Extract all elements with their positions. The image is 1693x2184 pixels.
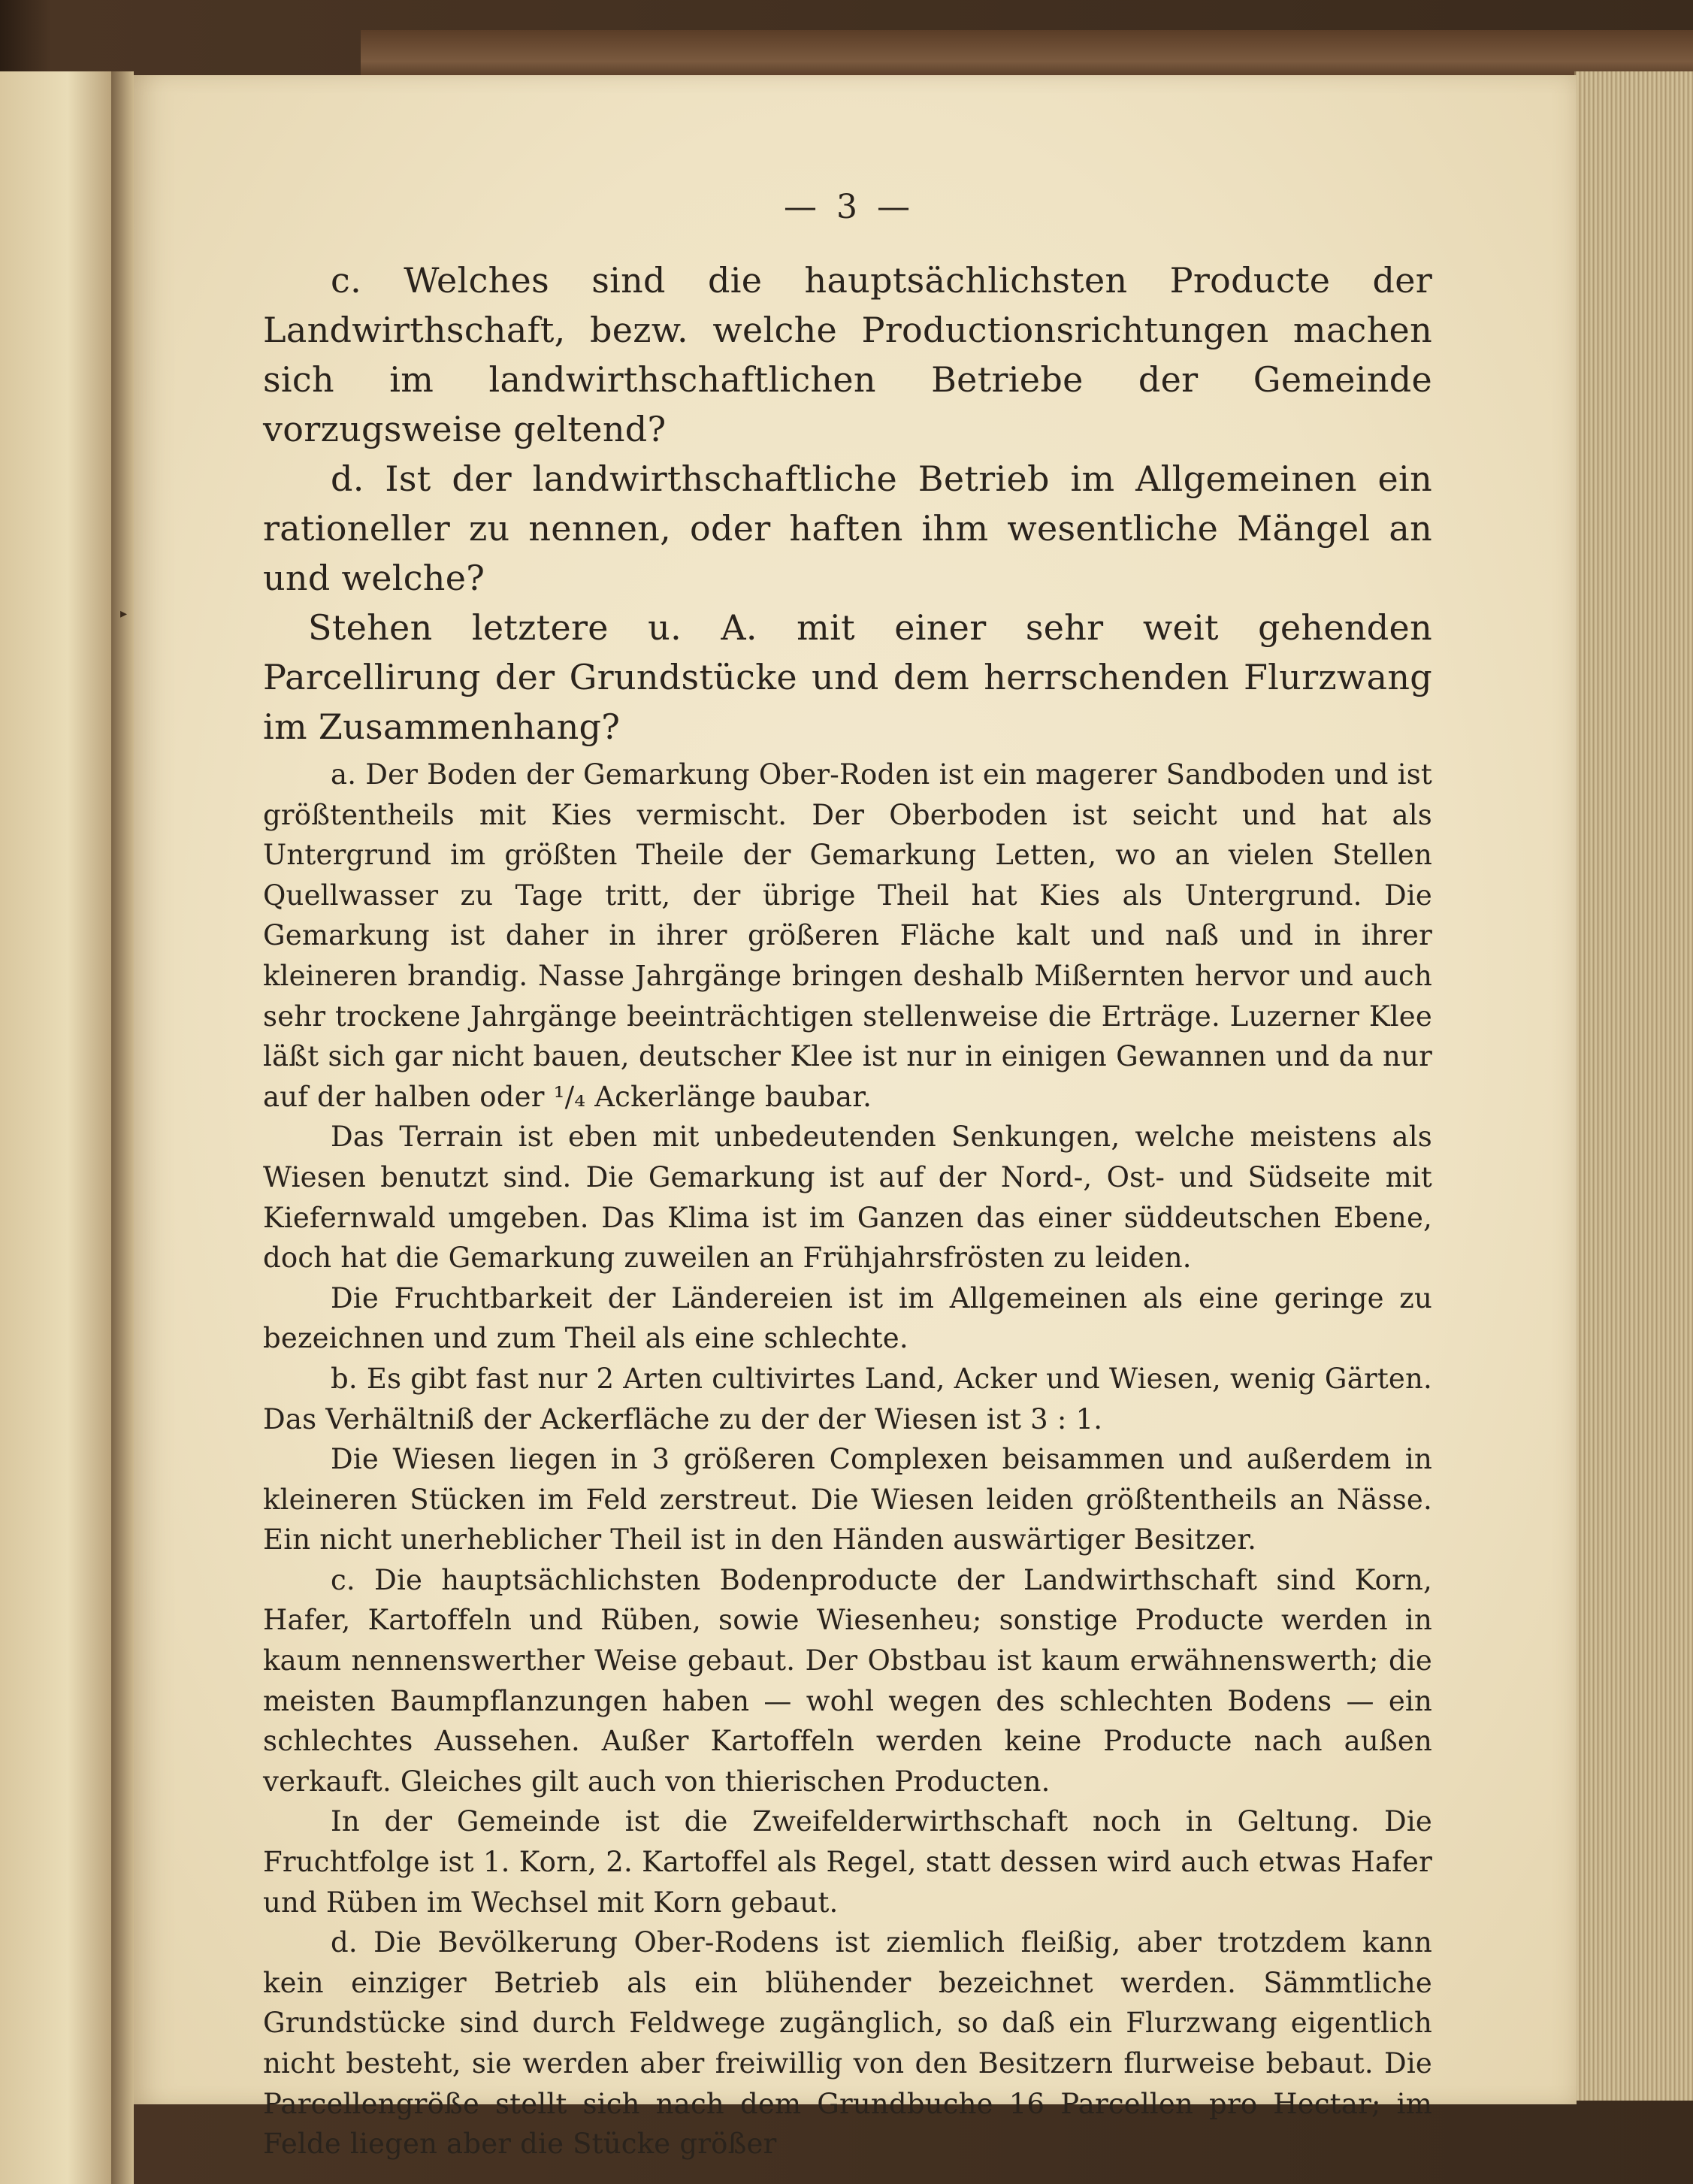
- page-gutter: [111, 71, 134, 2184]
- page-text: [263, 256, 1432, 2164]
- answer-b-land-types: b. Es gibt fast nur 2 Arten cultivirtes Land, Acker und Wiesen, wenig Gärten. Das Verhältniß der Ackerfläche zu der der Wiesen ist 3 : 1.: [263, 1362, 1432, 1435]
- page-number: — 3 —: [784, 188, 915, 226]
- left-page-edge: [0, 71, 115, 2184]
- answer-b-meadows: Die Wiesen liegen in 3 größeren Complexen beisammen und außerdem in kleineren Stücken im Feld zerstreut. Die Wiesen leiden größtentheils an Nässe. Ein nicht unerheblicher Theil ist in den Händen auswärtiger Besitzer.: [263, 1443, 1432, 1556]
- answer-a-fertility: Die Fruchtbarkeit der Ländereien ist im Allgemeinen als eine geringe zu bezeichnen und zum Theil als eine schlechte.: [263, 1281, 1432, 1355]
- answer-a-terrain: Das Terrain ist eben mit unbedeutenden Senkungen, welche meistens als Wiesen benutzt sind. Die Gemarkung ist auf der Nord-, Ost- und Südseite mit Kiefernwald umgeben. Das Klima ist im Ganzen das einer süddeutschen Ebene, doch hat die Gemarkung zuweilen an Frühjahrsfrösten zu leiden.: [263, 1121, 1432, 1275]
- page-stack-edges: [1574, 71, 1693, 2101]
- question-d-continued: Stehen letztere u. A. mit einer sehr weit gehenden Parcellirung der Grundstücke und dem herrschenden Flurzwang im Zusammenhang?: [263, 607, 1432, 747]
- question-c: c. Welches sind die hauptsächlichsten Producte der Landwirthschaft, bezw. welche Productionsrichtungen machen sich im landwirthschaftlichen Betriebe der Gemeinde vorzugsweise geltend?: [263, 260, 1432, 449]
- answer-d-population: d. Die Bevölkerung Ober-Rodens ist ziemlich fleißig, aber trotzdem kann kein einziger Betrieb als ein blühender bezeichnet werden. Sämmtliche Grundstücke sind durch Feldwege zugänglich, so daß ein Flurzwang eigentlich nicht besteht, sie werden aber freiwillig von den Besitzern flurweise bebaut. Die Parcellengröße stellt sich nach dem Grundbuche 16 Parcellen pro Hectar; im Felde liegen aber die Stücke größer: [263, 1926, 1432, 2161]
- answer-c-products: c. Die hauptsächlichsten Bodenproducte der Landwirthschaft sind Korn, Hafer, Kartoffeln und Rüben, sowie Wiesenheu; sonstige Producte werden in kaum nennenswerther Weise gebaut. Der Obstbau ist kaum erwähnenswerth; die meisten Baumpflanzungen haben — wohl wegen des schlechten Bodens — ein schlechtes Aussehen. Außer Kartoffeln werden keine Producte nach außen verkauft. Gleiches gilt auch von thierischen Producten.: [263, 1563, 1432, 1798]
- question-d: d. Ist der landwirthschaftliche Betrieb im Allgemeinen ein rationeller zu nennen, oder haften ihm wesentliche Mängel an und welche?: [263, 458, 1432, 598]
- answer-a-soil: a. Der Boden der Gemarkung Ober-Roden ist ein magerer Sandboden und ist größtentheils mit Kies vermischt. Der Oberboden ist seicht und hat als Untergrund im größten Theile der Gemarkung Letten, wo an vielen Stellen Quellwasser zu Tage tritt, der übrige Theil hat Kies als Untergrund. Die Gemarkung ist daher in ihrer größeren Fläche kalt und naß und in ihrer kleineren brandig. Nasse Jahrgänge bringen deshalb Mißernten hervor und auch sehr trockene Jahrgänge beeinträchtigen stellenweise die Erträge. Luzerner Klee läßt sich gar nicht bauen, deutscher Klee ist nur in einigen Gewannen und da nur auf der halben oder ¹/₄ Ackerlänge baubar.: [263, 758, 1432, 1113]
- answer-c-crop-rotation: In der Gemeinde ist die Zweifelderwirthschaft noch in Geltung. Die Fruchtfolge ist 1. Korn, 2. Kartoffel als Regel, statt dessen wird auch etwas Hafer und Rüben im Wechsel mit Korn gebaut.: [263, 1805, 1432, 1919]
- margin-mark-icon: ▸: [120, 606, 128, 622]
